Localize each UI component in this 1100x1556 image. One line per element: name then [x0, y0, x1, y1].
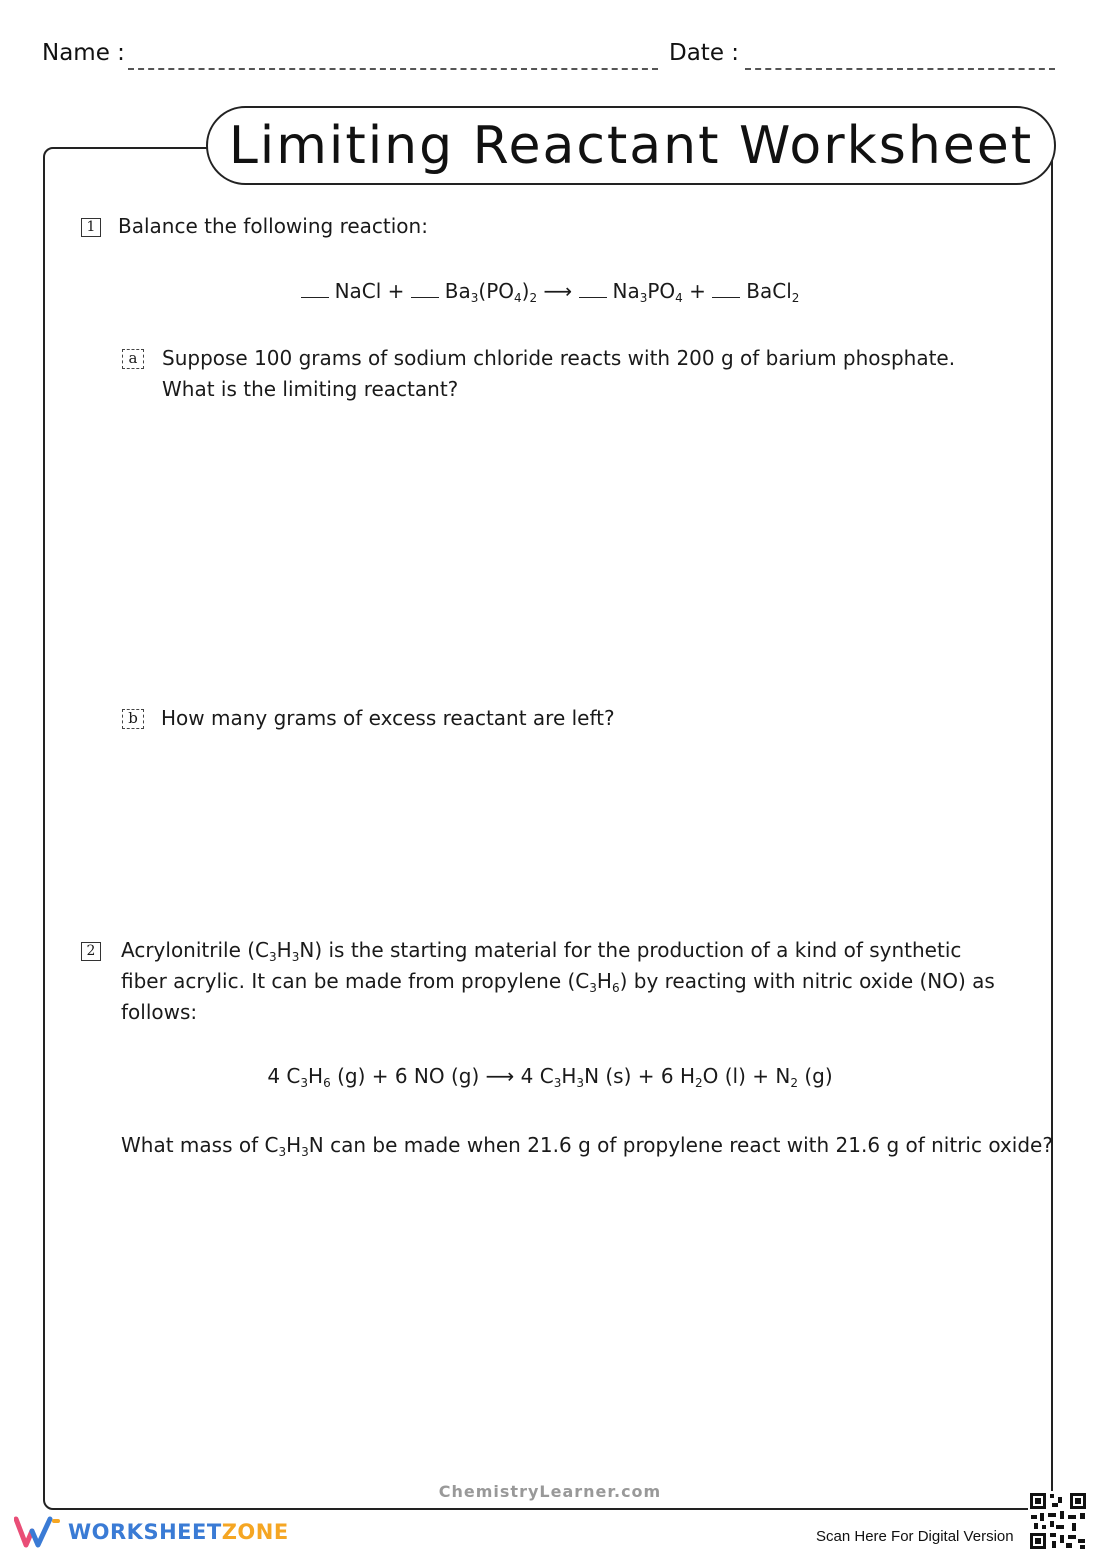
name-field[interactable]	[128, 68, 658, 70]
answer-space-a[interactable]	[160, 410, 1020, 690]
sub-question-a-marker: a	[122, 349, 144, 369]
brand-part-2: ZONE	[221, 1520, 289, 1544]
qr-code-icon[interactable]	[1028, 1491, 1088, 1551]
date-field[interactable]	[745, 68, 1055, 70]
site-credit: ChemistryLearner.com	[438, 1482, 662, 1501]
sub-question-b-marker: b	[122, 709, 144, 729]
equation-1: NaCl + $Ba_3(PO_4)_2$ ⟶ $Na_3PO_4$ + BaCl$_2$	[0, 279, 1100, 303]
question-2-question: What mass of $C_3H_3N$ can be made when 21.6 g of propylene react with 21.6 g of nitric oxide?	[121, 1133, 1053, 1159]
equation-2: 4 $C_3H_6$ (g) + 6 NO (g) ⟶ 4 $C_3H_3N$ (s) + 6 $H_2O$ $(l) + N_2$ (g)	[267, 1064, 833, 1090]
brand-part-1: WORKSHEET	[68, 1520, 222, 1544]
date-label: Date :	[669, 40, 740, 66]
sub-question-b-text: How many grams of excess reactant are left?	[161, 706, 615, 730]
coefficient-blank[interactable]	[712, 281, 740, 298]
worksheetzone-logo-icon	[14, 1515, 60, 1549]
coefficient-blank[interactable]	[579, 281, 607, 298]
worksheetzone-logo	[14, 1514, 289, 1550]
scan-caption: Scan Here For Digital Version	[816, 1528, 1014, 1545]
sub-question-a-text: Suppose 100 grams of sodium chloride reacts with 200 g of barium phosphate. What is the limiting reactant?	[162, 346, 956, 401]
question-2-intro: Acrylonitrile $(C_3H_3N)$ is the starting material for the production of a kind of synthetic fiber acrylic. It can be made from propylene $(C_3H_6)$ by reacting with nitric oxide (NO) as follows:	[121, 938, 995, 1024]
question-1-prompt: Balance the following reaction:	[118, 214, 428, 238]
answer-space-b[interactable]	[160, 745, 1020, 925]
page-title: Limiting Reactant Worksheet	[228, 115, 1034, 176]
coefficient-blank[interactable]	[301, 281, 329, 298]
question-number-2: 2	[81, 942, 101, 961]
name-label: Name :	[42, 40, 125, 66]
coefficient-blank[interactable]	[411, 281, 439, 298]
title-banner	[206, 106, 1056, 185]
answer-space-2[interactable]	[120, 1175, 1020, 1465]
question-number-1: 1	[81, 218, 101, 237]
